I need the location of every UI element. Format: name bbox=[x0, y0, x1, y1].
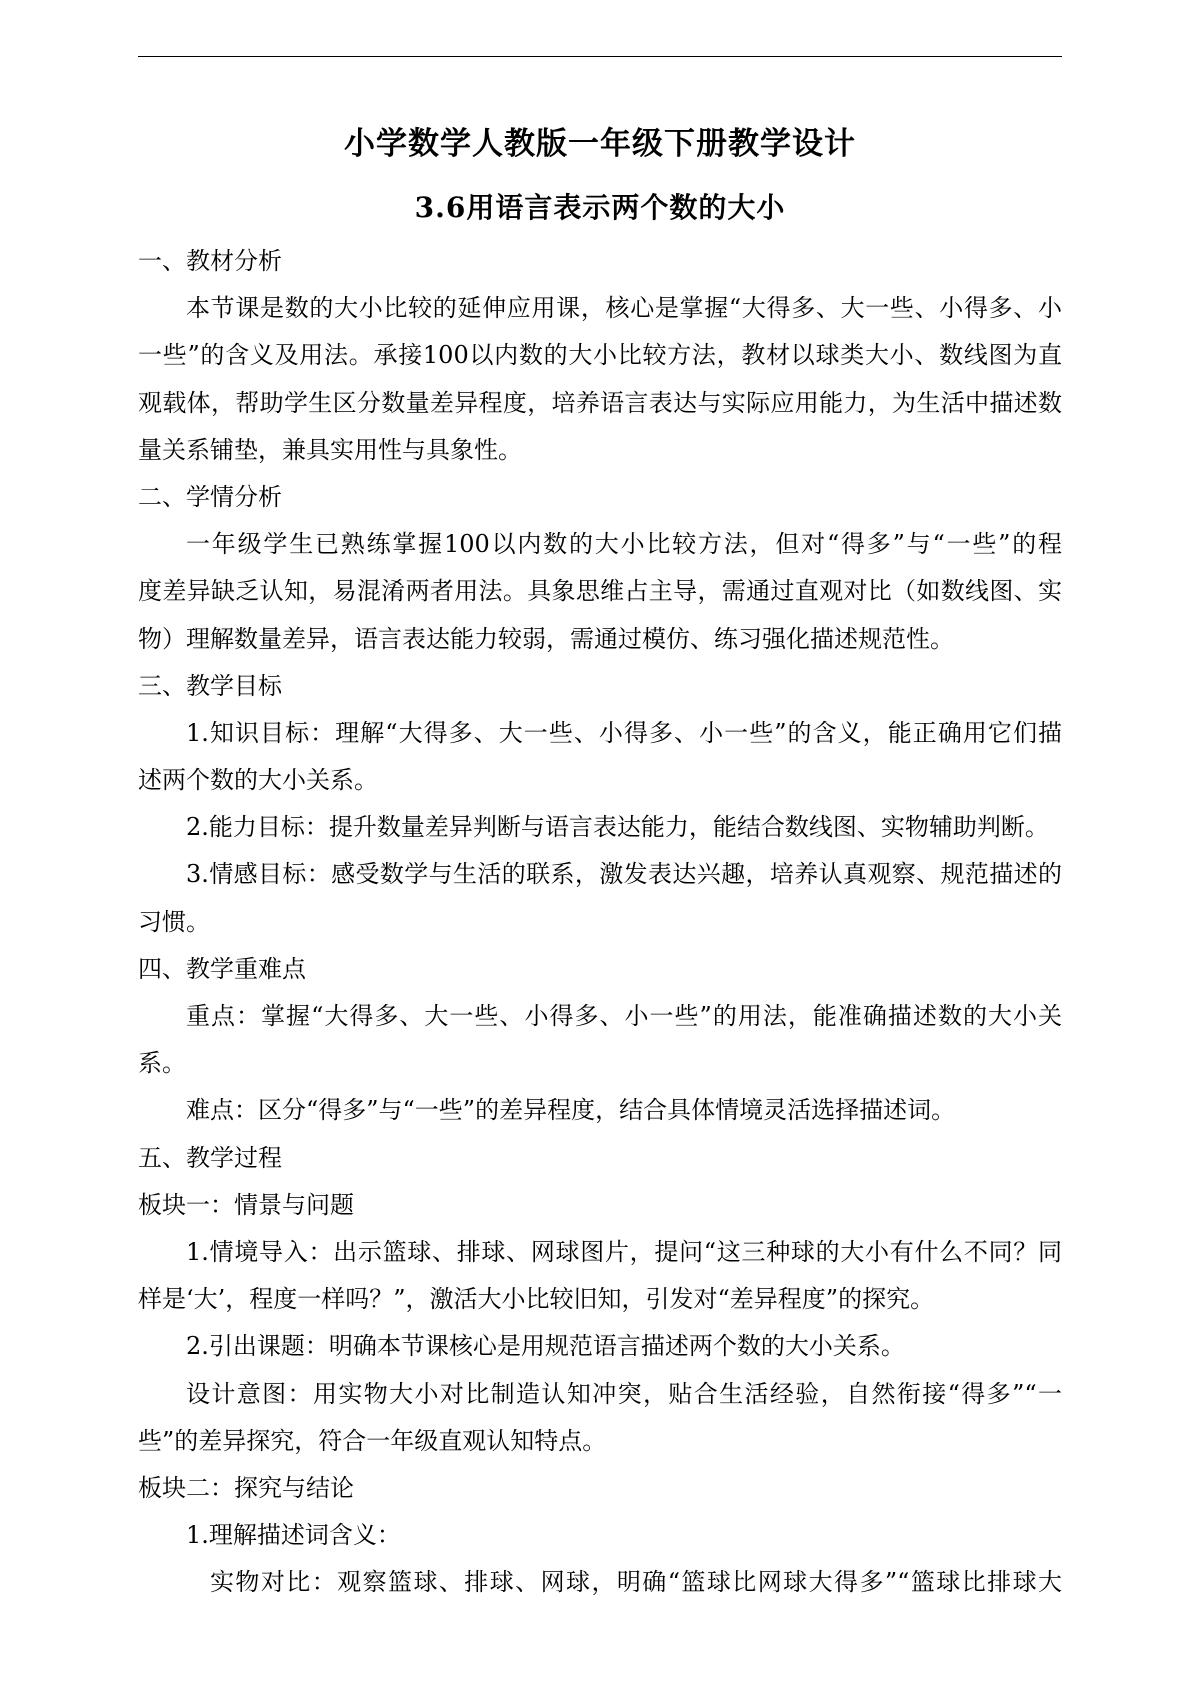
document-body bbox=[138, 238, 1062, 1606]
paragraph bbox=[138, 851, 1062, 945]
block-heading: 板块一：情景与问题 bbox=[138, 1190, 354, 1219]
paragraph bbox=[138, 521, 1062, 663]
section-heading: 一、教材分析 bbox=[138, 247, 282, 275]
section-key-difficult-points bbox=[138, 946, 1062, 1135]
paragraph bbox=[138, 1323, 1062, 1370]
block-heading: 板块二：探究与结论 bbox=[138, 1473, 354, 1502]
paragraph-line: 2.引出课题：明确本节课核心是用规范语言描述两个数的大小关系。 bbox=[186, 1332, 905, 1361]
paragraph-line: 述两个数的大小关系。 bbox=[138, 766, 378, 795]
paragraph bbox=[138, 1229, 1062, 1323]
section-heading: 四、教学重难点 bbox=[138, 954, 306, 983]
process-block bbox=[138, 1465, 1062, 1607]
paragraph-line: 3.情感目标：感受数学与生活的联系，激发表达兴趣，培养认真观察、规范描述的 bbox=[186, 860, 1062, 889]
paragraph bbox=[138, 1512, 1062, 1559]
section-teaching-goals bbox=[138, 663, 1062, 946]
process-block bbox=[138, 1182, 1062, 1465]
section-learner-analysis bbox=[138, 474, 1062, 663]
paragraph-line: 本节课是数的大小比较的延伸应用课，核心是掌握“大得多、大一些、小得多、小 bbox=[186, 294, 1062, 323]
paragraph-line: 一年级学生已熟练掌握100以内数的大小比较方法，但对“得多”与“一些”的程 bbox=[186, 530, 1062, 559]
document-subtitle: 3.6用语言表示两个数的大小 bbox=[414, 191, 786, 224]
paragraph-line: 1.情境导入：出示篮球、排球、网球图片，提问“这三种球的大小有什么不同？同 bbox=[186, 1237, 1062, 1266]
paragraph bbox=[138, 285, 1062, 474]
paragraph bbox=[138, 1087, 1062, 1134]
section-heading: 五、教学过程 bbox=[138, 1143, 282, 1172]
paragraph-line: 习惯。 bbox=[138, 907, 210, 936]
paragraph bbox=[138, 1559, 1062, 1606]
section-heading: 三、教学目标 bbox=[138, 671, 282, 700]
header-rule bbox=[138, 56, 1062, 57]
paragraph-line: 观载体，帮助学生区分数量差异程度，培养语言表达与实际应用能力，为生活中描述数 bbox=[138, 388, 1062, 417]
paragraph-line: 物）理解数量差异，语言表达能力较弱，需通过模仿、练习强化描述规范性。 bbox=[138, 624, 954, 653]
paragraph-line: 实物对比：观察篮球、排球、网球，明确“篮球比网球大得多”“篮球比排球大 bbox=[210, 1568, 1062, 1597]
section-heading: 二、学情分析 bbox=[138, 482, 282, 511]
paragraph-line: 重点：掌握“大得多、大一些、小得多、小一些”的用法，能准确描述数的大小关 bbox=[186, 1002, 1062, 1030]
paragraph-line: 些”的差异探究，符合一年级直观认知特点。 bbox=[138, 1426, 607, 1455]
paragraph-line: 一些”的含义及用法。承接100以内数的大小比较方法，教材以球类大小、数线图为直 bbox=[138, 341, 1062, 370]
paragraph-line: 难点：区分“得多”与“一些”的差异程度，结合具体情境灵活选择描述词。 bbox=[186, 1096, 956, 1125]
document-title: 小学数学人教版一年级下册教学设计 bbox=[344, 126, 856, 162]
paragraph-line: 1.理解描述词含义： bbox=[186, 1521, 401, 1550]
paragraph bbox=[138, 993, 1062, 1087]
paragraph bbox=[138, 1371, 1062, 1465]
paragraph-line: 1.知识目标：理解“大得多、大一些、小得多、小一些”的含义，能正确用它们描 bbox=[186, 718, 1062, 747]
paragraph-line: 设计意图：用实物大小对比制造认知冲突，贴合生活经验，自然衔接“得多”“一 bbox=[186, 1379, 1062, 1408]
paragraph bbox=[138, 710, 1062, 804]
paragraph bbox=[138, 804, 1062, 851]
paragraph-line: 2.能力目标：提升数量差异判断与语言表达能力，能结合数线图、实物辅助判断。 bbox=[186, 813, 1049, 842]
paragraph-line: 量关系铺垫，兼具实用性与具象性。 bbox=[138, 435, 522, 464]
paragraph-line: 样是‘大’，程度一样吗？”，激活大小比较旧知，引发对“差异程度”的探究。 bbox=[138, 1285, 935, 1314]
paragraph-line: 系。 bbox=[138, 1049, 186, 1078]
paragraph-line: 度差异缺乏认知，易混淆两者用法。具象思维占主导，需通过直观对比（如数线图、实 bbox=[138, 577, 1062, 606]
section-teaching-process bbox=[138, 1135, 1062, 1607]
section-textbook-analysis bbox=[138, 238, 1062, 474]
